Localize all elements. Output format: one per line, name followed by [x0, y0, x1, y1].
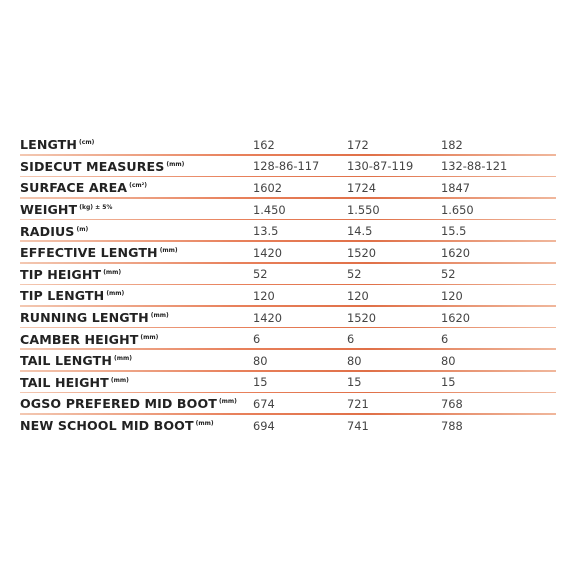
value-col-1: 120: [253, 288, 275, 303]
row-label: TIP HEIGHT $^{(mm)}$: [20, 266, 122, 282]
value-col-3: 6: [441, 332, 449, 347]
value-col-3: 1847: [441, 180, 470, 195]
row-unit: (mm): [140, 333, 159, 341]
row-label: TAIL HEIGHT $^{(mm)}$: [20, 374, 129, 390]
spec-row-running-length: [20, 307, 556, 329]
value-col-1: 1420: [253, 245, 282, 260]
value-col-1: 162: [253, 137, 275, 152]
row-unit: (mm): [103, 268, 122, 276]
row-label: OGSO PREFERED MID BOOT $^{(mm)}$: [20, 396, 237, 412]
value-col-1: 13.5: [253, 224, 279, 239]
row-unit: (cm²): [129, 182, 148, 190]
value-col-3: 182: [441, 137, 463, 152]
row-label: EFFECTIVE LENGTH $^{(mm)}$: [20, 245, 178, 261]
value-col-2: 1520: [347, 310, 376, 325]
value-col-2: 120: [347, 288, 369, 303]
row-label: TAIL LENGTH $^{(mm)}$: [20, 353, 132, 369]
row-unit: (mm): [150, 312, 169, 320]
row-label: CAMBER HEIGHT $^{(mm)}$: [20, 331, 159, 347]
row-unit: (mm): [195, 420, 214, 428]
row-unit: (m): [76, 225, 89, 233]
value-col-3: 1620: [441, 310, 470, 325]
value-col-2: 721: [347, 396, 369, 411]
value-col-2: 741: [347, 418, 369, 433]
value-col-2: 1520: [347, 245, 376, 260]
value-col-1: 15: [253, 375, 268, 390]
value-col-2: 14.5: [347, 224, 373, 239]
row-unit: (cm): [79, 139, 95, 147]
value-col-3: 768: [441, 396, 463, 411]
value-col-1: 1420: [253, 310, 282, 325]
row-unit: (mm): [166, 160, 185, 168]
row-label: LENGTH $^{(cm)}$: [20, 137, 95, 153]
row-label: TIP LENGTH $^{(mm)}$: [20, 288, 125, 304]
spec-row-camber-height: [20, 328, 556, 350]
row-label: RADIUS $^{(m)}$: [20, 223, 89, 239]
value-col-2: 80: [347, 353, 362, 368]
value-col-3: 52: [441, 267, 456, 282]
value-col-3: 1620: [441, 245, 470, 260]
spec-row-tail-length: [20, 350, 556, 372]
value-col-2: 172: [347, 137, 369, 152]
value-col-1: 694: [253, 418, 275, 433]
spec-row-effective-length: [20, 242, 556, 264]
row-label: RUNNING LENGTH $^{(mm)}$: [20, 310, 169, 326]
value-col-2: 52: [347, 267, 362, 282]
value-col-3: 120: [441, 288, 463, 303]
spec-row-length: [20, 134, 556, 156]
value-col-3: 15.5: [441, 224, 467, 239]
value-col-3: 80: [441, 353, 456, 368]
row-unit: (mm): [113, 355, 132, 363]
spec-table: [20, 134, 556, 436]
value-col-1: 52: [253, 267, 268, 282]
value-col-2: 15: [347, 375, 362, 390]
row-unit: (kg) ± 5%: [79, 204, 113, 212]
spec-row-ogso-mid-boot: [20, 393, 556, 415]
row-unit: (mm): [110, 376, 129, 384]
value-col-3: 132-88-121: [441, 159, 508, 174]
value-col-2: 130-87-119: [347, 159, 414, 174]
spec-row-weight: [20, 199, 556, 221]
spec-row-surface-area: [20, 177, 556, 199]
value-col-1: 1602: [253, 180, 282, 195]
spec-row-tip-height: [20, 264, 556, 286]
value-col-1: 674: [253, 396, 275, 411]
row-label: WEIGHT $^{(kg) \pm 5\%}$: [20, 202, 113, 218]
value-col-1: 80: [253, 353, 268, 368]
row-unit: (mm): [159, 247, 178, 255]
value-col-3: 15: [441, 375, 456, 390]
row-unit: (mm): [218, 398, 237, 406]
spec-row-radius: [20, 220, 556, 242]
value-col-3: 1.650: [441, 202, 474, 217]
row-label: SURFACE AREA $^{(cm^2)}$: [20, 180, 148, 196]
value-col-1: 128-86-117: [253, 159, 320, 174]
value-col-1: 1.450: [253, 202, 286, 217]
row-unit: (mm): [106, 290, 125, 298]
value-col-3: 788: [441, 418, 463, 433]
value-col-2: 1724: [347, 180, 376, 195]
spec-row-sidecut: [20, 156, 556, 178]
value-col-2: 6: [347, 332, 355, 347]
row-label: SIDECUT MEASURES $^{(mm)}$: [20, 158, 185, 174]
value-col-2: 1.550: [347, 202, 380, 217]
spec-row-new-school-mid-boot: [20, 415, 556, 437]
spec-row-tail-height: [20, 372, 556, 394]
row-label: NEW SCHOOL MID BOOT $^{(mm)}$: [20, 418, 214, 434]
spec-row-tip-length: [20, 285, 556, 307]
value-col-1: 6: [253, 332, 261, 347]
